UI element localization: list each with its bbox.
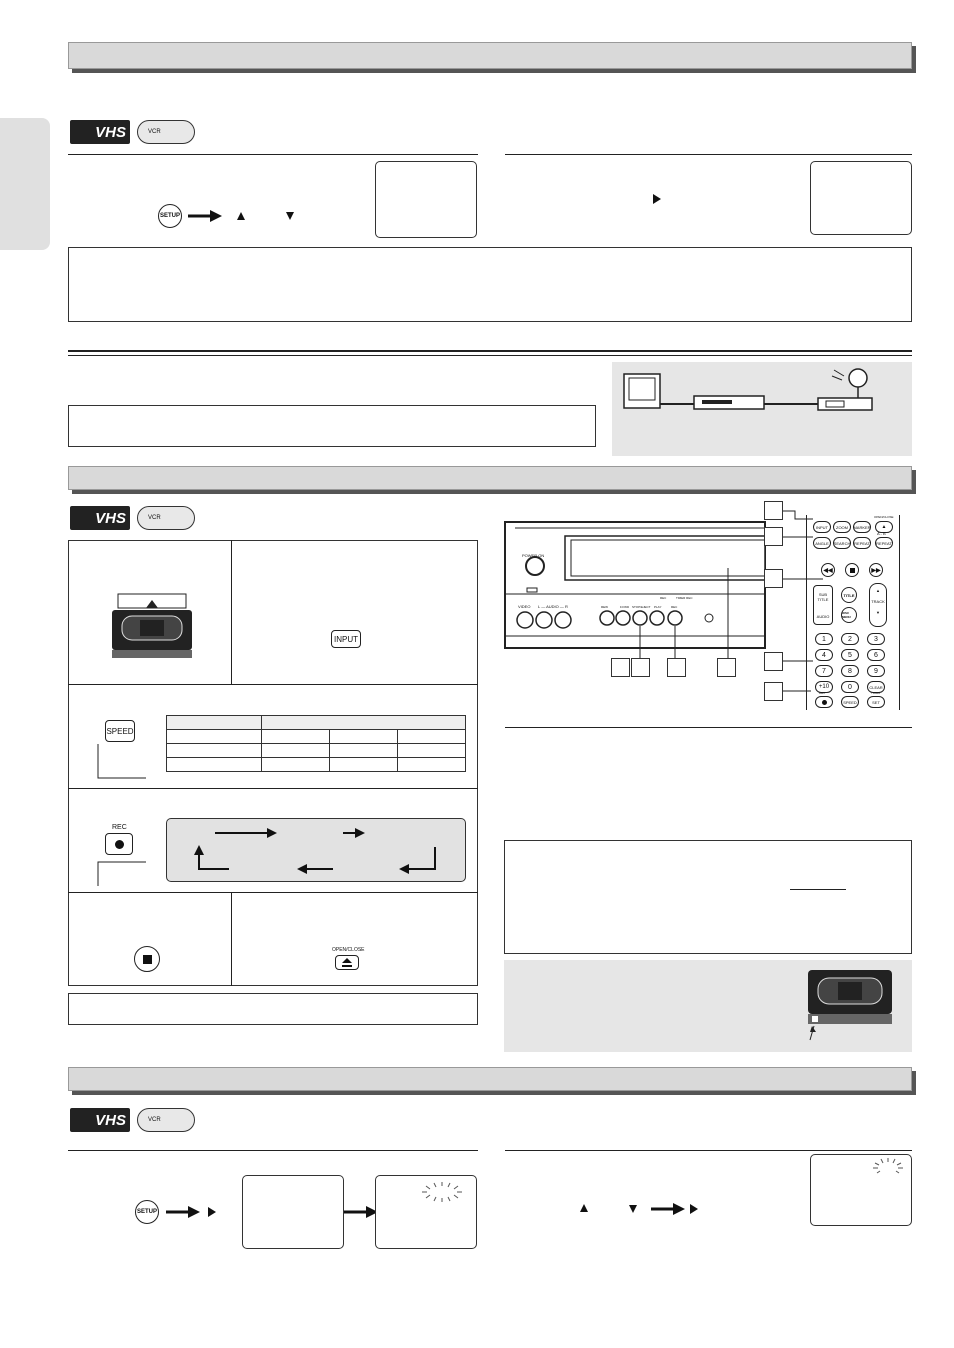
setup-button-2-label: SETUP	[136, 1209, 157, 1215]
remote-set-key[interactable]: SET	[867, 696, 885, 708]
remote-open-close-label: OPEN/CLOSE	[874, 515, 894, 519]
connection-diagram	[612, 362, 912, 456]
tv-screen-1	[375, 161, 477, 238]
callout-box	[764, 501, 783, 520]
tv-screen-4	[375, 1175, 477, 1249]
speed-table-cell	[262, 730, 330, 744]
double-rule-top	[68, 350, 912, 352]
up-arrow-icon-2	[580, 1204, 588, 1212]
cassette-insert-icon	[110, 592, 194, 660]
divider-right-3	[505, 1150, 912, 1151]
remote-timer-label: TIMER	[871, 691, 881, 695]
remote-title-label: TITLE	[843, 592, 855, 598]
open-close-button[interactable]	[335, 955, 359, 970]
record-dot-icon	[115, 840, 124, 849]
remote-stop-key[interactable]	[845, 563, 859, 577]
section-header-band-1	[68, 42, 912, 69]
vcr-badge-label: VCR	[148, 129, 161, 135]
callout-box	[631, 658, 650, 677]
remote-audio-label: AUDIO	[816, 614, 830, 619]
arrow-right-icon-3	[344, 1204, 378, 1220]
remote-repeat-ab-key[interactable]: REPEAT	[875, 537, 893, 549]
remote-rec-label: REC	[819, 691, 826, 695]
vhs-badge	[70, 120, 130, 144]
speed-table-cell	[398, 758, 466, 772]
remote-rew-key[interactable]: ◀◀	[821, 563, 835, 577]
rew-label: REW	[601, 605, 608, 609]
vhs-badge-3-label: VHS	[95, 1111, 126, 1129]
remote-ffwd-key[interactable]: ▶▶	[869, 563, 883, 577]
vcr-badge-2-label: VCR	[148, 515, 161, 521]
otr-cycle-arrows	[167, 819, 467, 883]
remote-track-key[interactable]	[869, 583, 887, 627]
speed-table-cell	[398, 730, 466, 744]
arrow-right-icon-2	[166, 1204, 200, 1220]
power-on-label: POWER ON	[522, 553, 545, 558]
play-arrow-icon	[653, 194, 661, 204]
input-button-label: INPUT	[334, 634, 358, 644]
vcr-front-panel	[503, 518, 773, 658]
bracket-line-icon-2	[96, 858, 150, 888]
tv-screen-3	[242, 1175, 344, 1249]
vhs-badge-label: VHS	[95, 123, 126, 141]
audio-label: L — AUDIO — R	[538, 604, 568, 609]
setup-button[interactable]	[158, 204, 182, 228]
side-tab	[0, 118, 50, 250]
divider-right-2	[505, 727, 912, 728]
blink-indicator-icon-2	[871, 1157, 905, 1177]
grid-col-bottom	[231, 892, 232, 986]
right-arrow-icon-2	[690, 1204, 698, 1214]
remote-input-key[interactable]: INPUT	[813, 521, 831, 533]
divider-left-1	[68, 154, 478, 155]
setup-button-label: SETUP	[159, 213, 180, 219]
vcr-badge	[137, 120, 195, 144]
remote-eject-key[interactable]: ▲	[875, 521, 893, 533]
callout-box	[764, 527, 783, 546]
eject-icon	[342, 958, 352, 967]
speed-table-cell	[167, 758, 262, 772]
remote-track-up-icon: ▲	[876, 588, 880, 593]
remote-key-9[interactable]: 9	[867, 665, 885, 677]
cassette-tab-icon	[804, 968, 896, 1042]
speed-table-cell	[262, 758, 330, 772]
vcr-badge-3-label: VCR	[148, 1117, 161, 1123]
video-label: VIDEO	[518, 604, 531, 609]
speed-table-cell	[330, 744, 398, 758]
timer-rec-label: TIMER REC	[676, 596, 693, 600]
speed-table-cell	[262, 716, 466, 730]
double-rule-bottom	[68, 355, 912, 356]
divider-right-1	[505, 154, 912, 155]
remote-key-plus10[interactable]: +10	[815, 681, 833, 693]
grid-row-1	[68, 684, 478, 685]
arrow-right-icon-4	[651, 1201, 685, 1217]
stop-eject-label: STOP/EJECT	[632, 605, 651, 609]
grid-col-top	[231, 540, 232, 684]
blink-indicator-icon	[418, 1180, 466, 1204]
bracket-line-icon	[96, 744, 150, 780]
remote-track-down-icon: ▼	[876, 610, 880, 615]
speed-button-label: SPEED	[106, 726, 134, 736]
note-box-3	[68, 993, 478, 1025]
remote-key-2[interactable]: 2	[841, 633, 859, 645]
speed-table-cell	[330, 758, 398, 772]
grid-row-3	[68, 892, 478, 893]
tv-screen-2	[810, 161, 912, 235]
vhs-badge-2	[70, 506, 130, 530]
speed-table-cell	[262, 744, 330, 758]
erase-protection-box	[504, 960, 912, 1052]
remote-key-6[interactable]: 6	[867, 649, 885, 661]
rec-button[interactable]	[105, 833, 133, 855]
stop-square-icon	[143, 955, 152, 964]
remote-key-3[interactable]: 3	[867, 633, 885, 645]
speed-button[interactable]	[105, 720, 135, 742]
rec-indicator-label: REC	[660, 596, 667, 600]
note-box-1	[68, 247, 912, 322]
open-close-label: OPEN/CLOSE	[332, 947, 365, 953]
vhs-badge-2-label: VHS	[95, 509, 126, 527]
speed-table-cell	[167, 716, 262, 730]
connection-diagram-svg	[612, 362, 912, 456]
remote-key-1[interactable]: 1	[815, 633, 833, 645]
speed-table	[166, 715, 466, 772]
remote-title-key[interactable]	[841, 587, 857, 603]
stop-button[interactable]	[134, 946, 160, 972]
input-button[interactable]	[331, 630, 361, 648]
section-header-band-3	[68, 1067, 912, 1091]
play-label: PLAY	[654, 605, 662, 609]
remote-search-key[interactable]: SEARCH	[833, 537, 851, 549]
grid-row-2	[68, 788, 478, 789]
remote-disc-menu-key[interactable]	[841, 607, 857, 623]
speed-table-cell	[167, 730, 262, 744]
remote-key-5[interactable]: 5	[841, 649, 859, 661]
remote-clear-key[interactable]: CLEAR	[867, 681, 885, 693]
callout-box	[764, 569, 783, 588]
rec-front-label: REC	[671, 605, 678, 609]
setup-button-2[interactable]	[135, 1200, 159, 1224]
speed-table-cell	[398, 744, 466, 758]
remote-rec-dot-icon	[822, 700, 827, 705]
remote-key-4[interactable]: 4	[815, 649, 833, 661]
vcr-badge-3	[137, 1108, 195, 1132]
down-arrow-icon	[286, 212, 294, 220]
callout-box	[717, 658, 736, 677]
tv-screen-5	[810, 1154, 912, 1226]
remote-key-7[interactable]: 7	[815, 665, 833, 677]
remote-rec-key[interactable]	[815, 696, 833, 708]
note-box-4	[504, 840, 912, 954]
up-arrow-icon	[237, 212, 245, 220]
vcr-badge-2	[137, 506, 195, 530]
callout-box	[667, 658, 686, 677]
remote-key-0[interactable]: 0	[841, 681, 859, 693]
remote-zoom-key[interactable]: ZOOM	[833, 521, 851, 533]
vhs-badge-3	[70, 1108, 130, 1132]
underline-mark	[790, 889, 846, 890]
speed-table-cell	[330, 730, 398, 744]
callout-box	[611, 658, 630, 677]
divider-left-3	[68, 1150, 478, 1151]
section-header-band-2	[68, 466, 912, 490]
note-box-2	[68, 405, 596, 447]
otr-cycle-box	[166, 818, 466, 882]
remote-angle-key[interactable]: ANGLE	[813, 537, 831, 549]
remote-key-8[interactable]: 8	[841, 665, 859, 677]
remote-stop-icon	[850, 568, 855, 573]
remote-marker-key[interactable]: MARKER	[853, 521, 871, 533]
speed-table-cell	[167, 744, 262, 758]
remote-ab-label: A - B	[877, 531, 886, 536]
arrow-right-icon	[188, 208, 222, 224]
remote-disc-menu-label: DISC MENU	[842, 611, 851, 619]
ffwd-label: F.FWD	[620, 605, 630, 609]
callout-box	[764, 652, 783, 671]
remote-repeat-key[interactable]: REPEAT	[853, 537, 871, 549]
right-arrow-icon	[208, 1207, 216, 1217]
down-arrow-icon-2	[629, 1205, 637, 1213]
rec-label: REC	[112, 824, 127, 831]
remote-speed-key[interactable]: SPEED	[841, 696, 859, 708]
remote-track-label: TRACK	[871, 599, 885, 604]
callout-box	[764, 682, 783, 701]
remote-subtitle-label: SUB TITLE	[817, 592, 829, 602]
